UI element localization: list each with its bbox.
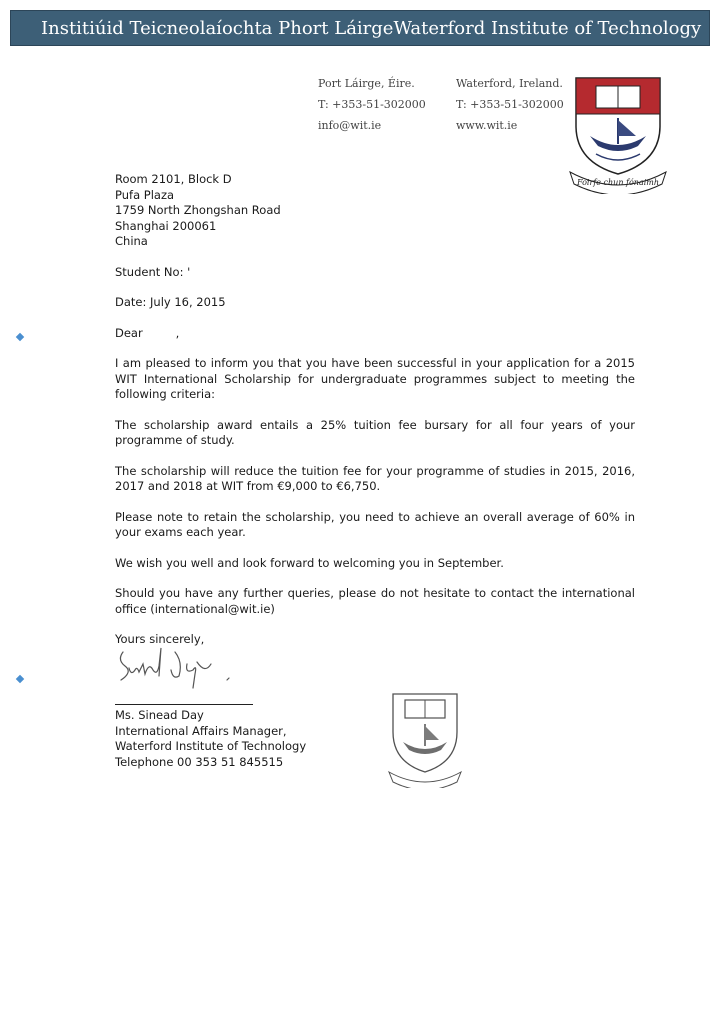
paragraph-award-terms: The scholarship award entails a 25% tuition fee bursary for all four years of your programme of study. [115, 417, 635, 447]
contact-website: www.wit.ie [456, 119, 518, 132]
address-line: Shanghai 200061 [115, 218, 217, 233]
recipient-address [115, 172, 635, 250]
paragraph-retention-criteria: Please note to retain the scholarship, you need to achieve an overall average of 60% in your exams each year. [115, 509, 635, 539]
crest-motto: Foirfe chun fónaimh [576, 178, 660, 187]
address-line: China [115, 234, 148, 248]
margin-marker [16, 675, 24, 683]
address-line: Pufa Plaza [115, 187, 175, 202]
contact-phone: T: +353-51-302000 [456, 98, 564, 111]
contact-block-english [456, 73, 564, 136]
salutation: Dear , [115, 325, 180, 340]
letterhead-banner [10, 10, 710, 46]
irish-institute-name: Institiúid Teicneolaíochta Phort Láirge [41, 17, 394, 39]
signatory-name: Ms. Sinead Day [115, 708, 204, 722]
signatory-phone: Telephone 00 353 51 845515 [115, 754, 284, 769]
signatory-title: International Affairs Manager, [115, 723, 287, 738]
contact-block-irish [318, 73, 426, 136]
signature-line [115, 704, 253, 705]
contact-location: Waterford, Ireland. [456, 77, 563, 90]
paragraph-welcome: We wish you well and look forward to welcoming you in September. [115, 555, 504, 570]
letter-body [115, 172, 635, 648]
paragraph-queries: Should you have any further queries, please do not hesitate to contact the international office (international@wit.ie) [115, 586, 635, 616]
english-institute-name: Waterford Institute of Technology [393, 17, 702, 39]
signatory-block [115, 708, 306, 770]
paragraph-fee-reduction: The scholarship will reduce the tuition fee for your programme of studies in 2015, 2016, 2017 and 2018 at WIT from €9,000 to €6,750. [115, 463, 635, 493]
institution-stamp [385, 688, 465, 788]
address-line: Room 2101, Block D [115, 172, 232, 186]
address-line: 1759 North Zhongshan Road [115, 203, 281, 217]
margin-marker [16, 333, 24, 341]
letter-date: Date: July 16, 2015 [115, 295, 226, 309]
student-number: Student No: ' [115, 264, 191, 279]
paragraph-scholarship-offer: I am pleased to inform you that you have been successful in your application for a 2015 WIT International Scholarship for undergraduate programmes subject to meeting the following criteria: [115, 356, 635, 401]
signatory-institution: Waterford Institute of Technology [115, 739, 307, 753]
closing: Yours sincerely, [115, 632, 205, 646]
contact-location: Port Láirge, Éire. [318, 77, 415, 90]
contact-email: info@wit.ie [318, 119, 382, 132]
contact-phone: T: +353-51-302000 [318, 98, 426, 111]
handwritten-signature [115, 640, 255, 690]
